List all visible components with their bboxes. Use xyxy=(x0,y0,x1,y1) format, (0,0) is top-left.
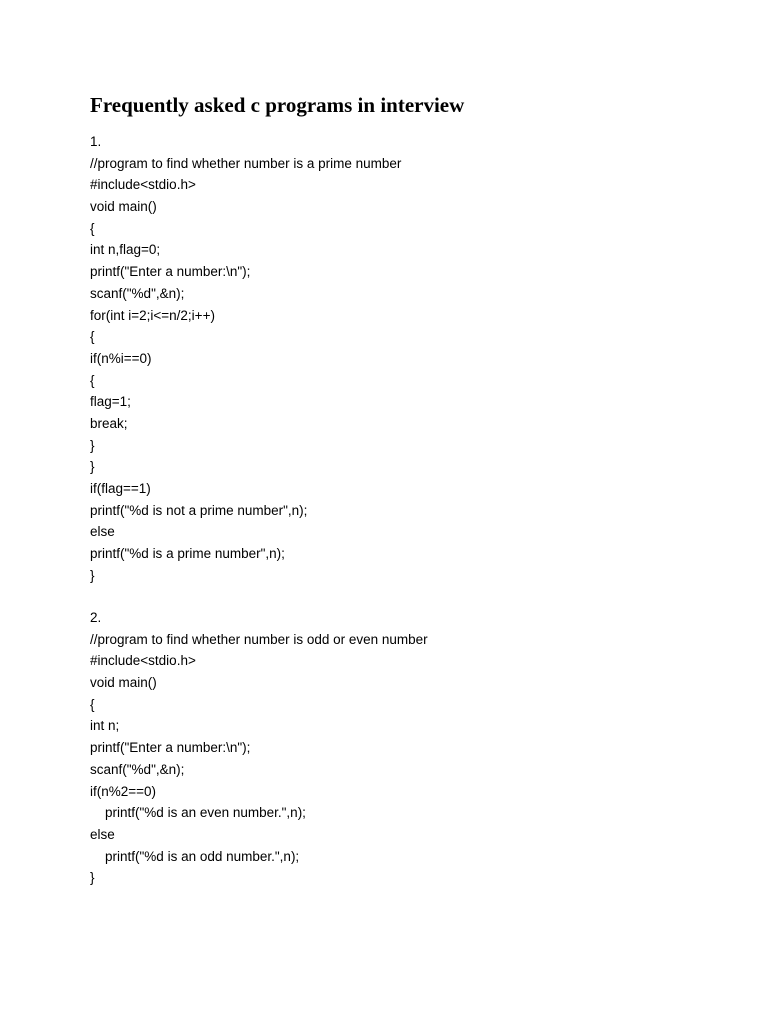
code-line: } xyxy=(90,870,95,886)
code-line: { xyxy=(90,696,95,712)
code-line: scanf("%d",&n); xyxy=(90,285,185,301)
code-line: } xyxy=(90,459,95,475)
code-comment: //program to find whether number is a prime number xyxy=(90,155,402,171)
code-line: } xyxy=(90,567,95,583)
code-line: printf("%d is a prime number",n); xyxy=(90,546,285,562)
section-number: 2. xyxy=(90,610,102,625)
code-line: } xyxy=(90,437,95,453)
code-line: #include<stdio.h> xyxy=(90,177,196,193)
code-line: if(flag==1) xyxy=(90,481,151,496)
code-line: printf("Enter a number:\n"); xyxy=(90,740,251,756)
program-2 xyxy=(90,607,730,889)
code-line: if(n%2==0) xyxy=(90,783,157,799)
code-line: if(n%i==0) xyxy=(90,350,152,366)
code-line: #include<stdio.h> xyxy=(90,653,196,669)
code-line: scanf("%d",&n); xyxy=(90,761,185,777)
code-line: break; xyxy=(90,415,128,431)
program-1 xyxy=(90,131,730,586)
code-comment: //program to find whether number is odd or even number xyxy=(90,631,428,647)
code-line: void main() xyxy=(90,675,157,691)
code-line: int n,flag=0; xyxy=(90,242,161,258)
code-line: int n; xyxy=(90,718,120,734)
code-line: printf("%d is an even number.",n); xyxy=(90,805,306,821)
code-line: printf("Enter a number:\n"); xyxy=(90,264,251,280)
code-line: { xyxy=(90,329,95,345)
code-line: printf("%d is not a prime number",n); xyxy=(90,502,308,518)
code-line: { xyxy=(90,372,95,388)
document-title: Frequently asked c programs in interview xyxy=(90,93,465,117)
code-line: flag=1; xyxy=(90,394,131,410)
code-line: else xyxy=(90,826,115,842)
code-line: void main() xyxy=(90,199,157,215)
code-line: printf("%d is an odd number.",n); xyxy=(90,848,300,864)
section-number: 1. xyxy=(90,134,102,149)
code-line: for(int i=2;i<=n/2;i++) xyxy=(90,307,215,323)
code-line: else xyxy=(90,524,115,540)
code-line: { xyxy=(90,220,95,236)
